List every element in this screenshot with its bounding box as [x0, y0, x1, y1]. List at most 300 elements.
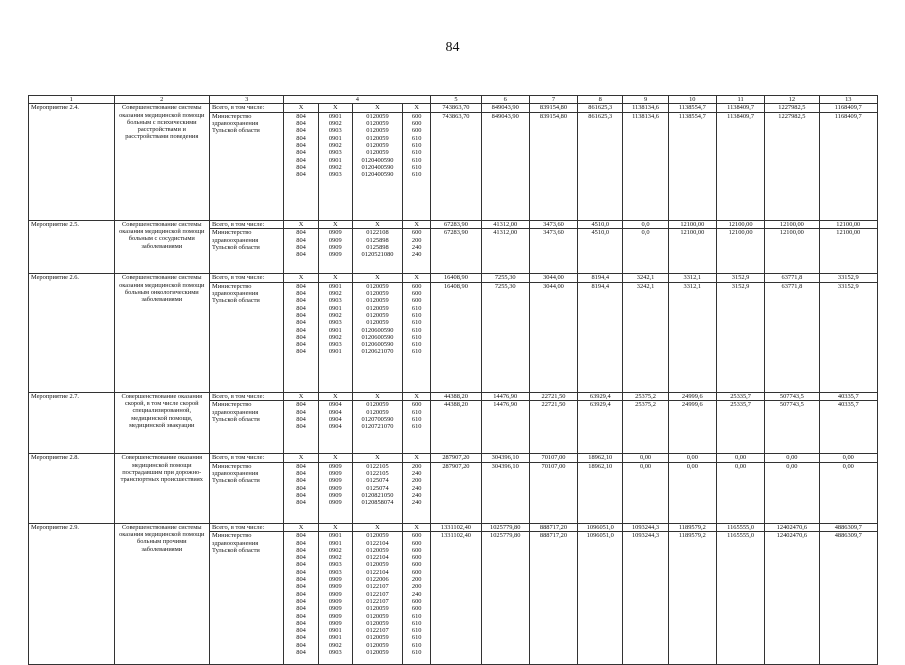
vr-code: 610	[411, 333, 422, 341]
vr-code: 240	[411, 491, 422, 499]
detail-value: 40335,7	[819, 401, 877, 454]
rzpr-code: 0909	[328, 590, 342, 598]
vr-code: 600	[411, 605, 422, 613]
csr-code: 0120059	[366, 134, 389, 142]
rzpr-code: 0903	[328, 561, 342, 569]
detail-value: 3473,60	[529, 229, 577, 274]
csr-code: 0120059	[366, 649, 389, 657]
csr-code: 0122108	[366, 229, 389, 237]
table-row-total	[29, 220, 878, 229]
detail-value: 12100,00	[765, 229, 819, 274]
vr-code: 610	[411, 141, 422, 149]
total-value: 12100,00	[765, 220, 819, 229]
measure-id: Мероприятие 2.5.	[29, 220, 115, 274]
vr-code: 610	[411, 171, 422, 179]
x-mark: X	[403, 104, 431, 113]
grbs-code: 804	[296, 341, 306, 349]
total-value: 849043,90	[481, 104, 529, 113]
header-col-4: 4	[284, 96, 431, 104]
total-value: 70107,00	[529, 454, 577, 463]
total-value: 1093244,3	[623, 523, 668, 532]
vr-code: 600	[411, 401, 422, 409]
x-mark: X	[284, 104, 318, 113]
x-mark: X	[284, 523, 318, 532]
rzpr-code: 0901	[328, 156, 342, 164]
vr-code: 200	[411, 576, 422, 584]
grbs-code: 804	[296, 484, 306, 492]
rzpr-code: 0903	[328, 127, 342, 135]
detail-value: 0,0	[623, 229, 668, 274]
grbs-code: 804	[296, 554, 306, 562]
rzpr-code: 0902	[328, 290, 342, 298]
table-row-total	[29, 523, 878, 532]
csr-code: 0125074	[366, 477, 389, 485]
total-value: 16408,90	[431, 274, 481, 283]
detail-value: 25335,7	[716, 401, 764, 454]
detail-value: 1189579,2	[668, 532, 716, 665]
csr-code: 0120059	[366, 408, 389, 416]
x-mark: X	[284, 274, 318, 283]
total-value: 743863,70	[431, 104, 481, 113]
rzpr-code: 0904	[328, 408, 342, 416]
rzpr-code: 0903	[328, 149, 342, 157]
vr-code: 240	[411, 499, 422, 507]
total-value: 1138409,7	[716, 104, 764, 113]
total-value: 861625,3	[578, 104, 623, 113]
measure-name: Совершенствование оказания медицинской помощи пострадавшим при дорожно-транспортных происшествиях	[114, 454, 210, 524]
detail-value: 1093244,3	[623, 532, 668, 665]
grbs-code: 804	[296, 401, 306, 409]
detail-value: 1138554,7	[668, 112, 716, 220]
x-mark: X	[352, 104, 402, 113]
total-value: 839154,80	[529, 104, 577, 113]
rzpr-code: 0902	[328, 311, 342, 319]
organization: Министерство здравоохранения Тульской области	[210, 532, 284, 665]
rzpr-code: 0902	[328, 546, 342, 554]
grbs-code: 804	[296, 171, 306, 179]
vr-code: 600	[411, 120, 422, 128]
rzpr-code: 0901	[328, 134, 342, 142]
detail-value: 63929,4	[578, 401, 623, 454]
total-value: 0,00	[819, 454, 877, 463]
total-value: 8194,4	[578, 274, 623, 283]
grbs-code: 804	[296, 539, 306, 547]
grbs-code: 804	[296, 597, 306, 605]
detail-value: 1165555,0	[716, 532, 764, 665]
grbs-code: 804	[296, 561, 306, 569]
x-mark: X	[403, 274, 431, 283]
detail-value: 849043,90	[481, 112, 529, 220]
csr-code: 0122105	[366, 462, 389, 470]
detail-value: 44388,20	[431, 401, 481, 454]
csr-code: 0120600590	[361, 341, 394, 349]
rzpr-code: 0909	[328, 612, 342, 620]
csr-code: 0125898	[366, 243, 389, 251]
total-value: 3312,1	[668, 274, 716, 283]
grbs-code: 804	[296, 462, 306, 470]
csr-code: 0120600590	[361, 333, 394, 341]
rzpr-code: 0901	[328, 348, 342, 356]
total-value: 67283,90	[431, 220, 481, 229]
total-label: Всего, в том числе:	[210, 274, 284, 283]
csr-code: 0120059	[366, 311, 389, 319]
organization: Министерство здравоохранения Тульской области	[210, 401, 284, 454]
x-mark: X	[318, 274, 352, 283]
total-value: 12100,00	[716, 220, 764, 229]
csr-code: 0120059	[366, 546, 389, 554]
grbs-code: 804	[296, 415, 306, 423]
total-value: 3152,9	[716, 274, 764, 283]
vr-code: 600	[411, 229, 422, 237]
rzpr-code: 0909	[328, 499, 342, 507]
total-value: 507743,5	[765, 392, 819, 401]
table-row-total	[29, 274, 878, 283]
vr-codes	[403, 462, 431, 523]
detail-value: 67283,90	[431, 229, 481, 274]
header-col-11: 11	[716, 96, 764, 104]
grbs-code: 804	[296, 477, 306, 485]
vr-code: 610	[411, 134, 422, 142]
vr-code: 610	[411, 641, 422, 649]
csr-code: 0120821050	[361, 491, 394, 499]
csr-code: 0120059	[366, 612, 389, 620]
rzpr-code: 0909	[328, 251, 342, 259]
rzpr-code: 0903	[328, 171, 342, 179]
csr-code: 0120059	[366, 290, 389, 298]
rzpr-code: 0903	[328, 297, 342, 305]
grbs-code: 804	[296, 229, 306, 237]
grbs-code: 804	[296, 290, 306, 298]
rzpr-code: 0909	[328, 619, 342, 627]
detail-value: 41312,00	[481, 229, 529, 274]
csr-code: 0120621070	[361, 348, 394, 356]
organization: Министерство здравоохранения Тульской области	[210, 282, 284, 392]
vr-codes	[403, 532, 431, 665]
vr-codes	[403, 401, 431, 454]
csr-code: 0120059	[366, 149, 389, 157]
grbs-code: 804	[296, 627, 306, 635]
rzpr-code: 0909	[328, 236, 342, 244]
vr-codes	[403, 282, 431, 392]
vr-code: 600	[411, 539, 422, 547]
vr-code: 240	[411, 251, 422, 259]
x-mark: X	[403, 454, 431, 463]
total-label: Всего, в том числе:	[210, 392, 284, 401]
detail-value: 12100,00	[668, 229, 716, 274]
csr-code: 0120400590	[361, 163, 394, 171]
rzpr-codes	[318, 401, 352, 454]
grbs-codes	[284, 282, 318, 392]
measure-name: Совершенствование системы оказания медицинской помощи больным прочими заболеваниями	[114, 523, 210, 665]
grbs-code: 804	[296, 297, 306, 305]
vr-code: 610	[411, 649, 422, 657]
total-value: 0,00	[765, 454, 819, 463]
rzpr-code: 0909	[328, 470, 342, 478]
rzpr-code: 0903	[328, 568, 342, 576]
total-value: 1331102,40	[431, 523, 481, 532]
total-value: 41312,00	[481, 220, 529, 229]
total-value: 1189579,2	[668, 523, 716, 532]
header-col-10: 10	[668, 96, 716, 104]
rzpr-code: 0904	[328, 423, 342, 431]
detail-value: 287907,20	[431, 462, 481, 523]
header-col-3: 3	[210, 96, 284, 104]
rzpr-codes	[318, 532, 352, 665]
grbs-code: 804	[296, 590, 306, 598]
detail-value: 861625,3	[578, 112, 623, 220]
total-value: 33152,9	[819, 274, 877, 283]
header-col-8: 8	[578, 96, 623, 104]
vr-code: 610	[411, 627, 422, 635]
csr-code: 0120400590	[361, 156, 394, 164]
csr-code: 0120059	[366, 127, 389, 135]
rzpr-code: 0904	[328, 415, 342, 423]
grbs-code: 804	[296, 333, 306, 341]
total-value: 7255,30	[481, 274, 529, 283]
rzpr-codes	[318, 229, 352, 274]
total-value: 12402470,6	[765, 523, 819, 532]
csr-code: 0120059	[366, 634, 389, 642]
total-value: 1227982,5	[765, 104, 819, 113]
total-value: 12100,00	[819, 220, 877, 229]
detail-value: 70107,00	[529, 462, 577, 523]
grbs-code: 804	[296, 491, 306, 499]
total-value: 12100,00	[668, 220, 716, 229]
detail-value: 8194,4	[578, 282, 623, 392]
organization: Министерство здравоохранения Тульской области	[210, 229, 284, 274]
total-value: 4886309,7	[819, 523, 877, 532]
detail-value: 0,00	[623, 462, 668, 523]
grbs-code: 804	[296, 251, 306, 259]
grbs-code: 804	[296, 576, 306, 584]
csr-code: 0120059	[366, 619, 389, 627]
grbs-codes	[284, 532, 318, 665]
detail-value: 63771,8	[765, 282, 819, 392]
total-value: 3242,1	[623, 274, 668, 283]
measure-id: Мероприятие 2.4.	[29, 104, 115, 221]
csr-code: 0122107	[366, 583, 389, 591]
grbs-code: 804	[296, 423, 306, 431]
detail-value: 0,00	[819, 462, 877, 523]
detail-value: 14476,90	[481, 401, 529, 454]
detail-value: 3242,1	[623, 282, 668, 392]
measure-id: Мероприятие 2.9.	[29, 523, 115, 665]
x-mark: X	[352, 523, 402, 532]
grbs-code: 804	[296, 649, 306, 657]
grbs-code: 804	[296, 304, 306, 312]
total-value: 25335,7	[716, 392, 764, 401]
total-value: 0,00	[623, 454, 668, 463]
csr-code: 0120400590	[361, 171, 394, 179]
x-mark: X	[352, 392, 402, 401]
vr-code: 600	[411, 597, 422, 605]
vr-code: 600	[411, 532, 422, 540]
grbs-code: 804	[296, 311, 306, 319]
header-col-6: 6	[481, 96, 529, 104]
grbs-code: 804	[296, 243, 306, 251]
header-row	[29, 96, 878, 104]
vr-code: 610	[411, 163, 422, 171]
csr-code: 0120059	[366, 319, 389, 327]
x-mark: X	[284, 220, 318, 229]
detail-value: 0,00	[765, 462, 819, 523]
rzpr-code: 0909	[328, 583, 342, 591]
x-mark: X	[403, 392, 431, 401]
header-col-2: 2	[114, 96, 210, 104]
csr-code: 0122105	[366, 470, 389, 478]
csr-code: 0120600590	[361, 326, 394, 334]
total-value: 1165555,0	[716, 523, 764, 532]
measure-name: Совершенствование системы оказания медицинской помощи больным с сосудистыми заболеваниями	[114, 220, 210, 274]
detail-value: 1025779,80	[481, 532, 529, 665]
detail-value: 25375,2	[623, 401, 668, 454]
organization: Министерство здравоохранения Тульской области	[210, 462, 284, 523]
csr-codes	[352, 401, 402, 454]
csr-code: 0122107	[366, 590, 389, 598]
grbs-code: 804	[296, 127, 306, 135]
grbs-code: 804	[296, 134, 306, 142]
rzpr-codes	[318, 462, 352, 523]
rzpr-code: 0909	[328, 576, 342, 584]
total-value: 1096051,0	[578, 523, 623, 532]
grbs-code: 804	[296, 236, 306, 244]
vr-code: 610	[411, 311, 422, 319]
grbs-codes	[284, 401, 318, 454]
csr-code: 0120059	[366, 401, 389, 409]
measure-name: Совершенствование системы оказания медицинской помощи больным онкологическими заболеваниями	[114, 274, 210, 393]
detail-value: 18962,10	[578, 462, 623, 523]
csr-code: 0122104	[366, 568, 389, 576]
csr-code: 0122006	[366, 576, 389, 584]
detail-value: 1168409,7	[819, 112, 877, 220]
csr-code: 0125074	[366, 484, 389, 492]
measure-id: Мероприятие 2.6.	[29, 274, 115, 393]
grbs-code: 804	[296, 282, 306, 290]
grbs-code: 804	[296, 546, 306, 554]
vr-code: 610	[411, 408, 422, 416]
rzpr-code: 0909	[328, 229, 342, 237]
grbs-code: 804	[296, 326, 306, 334]
measure-name: Совершенствование системы оказания медицинской помощи больным с психическими расстройствами и расстройствами поведения	[114, 104, 210, 221]
vr-code: 600	[411, 112, 422, 120]
rzpr-code: 0903	[328, 319, 342, 327]
grbs-code: 804	[296, 612, 306, 620]
vr-code: 610	[411, 415, 422, 423]
detail-value: 1138409,7	[716, 112, 764, 220]
detail-value: 12100,00	[716, 229, 764, 274]
csr-codes	[352, 462, 402, 523]
detail-value: 304396,10	[481, 462, 529, 523]
detail-value: 12402470,6	[765, 532, 819, 665]
total-value: 63771,8	[765, 274, 819, 283]
grbs-codes	[284, 229, 318, 274]
total-value: 304396,10	[481, 454, 529, 463]
grbs-code: 804	[296, 634, 306, 642]
grbs-code: 804	[296, 499, 306, 507]
total-value: 0,00	[668, 454, 716, 463]
rzpr-code: 0903	[328, 649, 342, 657]
detail-value: 1138134,6	[623, 112, 668, 220]
x-mark: X	[284, 392, 318, 401]
total-label: Всего, в том числе:	[210, 104, 284, 113]
x-mark: X	[318, 220, 352, 229]
rzpr-code: 0902	[328, 554, 342, 562]
measure-id: Мероприятие 2.8.	[29, 454, 115, 524]
detail-value: 0,00	[668, 462, 716, 523]
x-mark: X	[318, 523, 352, 532]
csr-code: 0122107	[366, 597, 389, 605]
vr-code: 610	[411, 304, 422, 312]
detail-value: 3152,9	[716, 282, 764, 392]
total-value: 1168409,7	[819, 104, 877, 113]
rzpr-code: 0901	[328, 627, 342, 635]
rzpr-code: 0902	[328, 163, 342, 171]
csr-code: 0120700590	[361, 415, 394, 423]
csr-code: 0120059	[366, 297, 389, 305]
x-mark: X	[403, 523, 431, 532]
grbs-code: 804	[296, 141, 306, 149]
grbs-code: 804	[296, 319, 306, 327]
rzpr-codes	[318, 112, 352, 220]
vr-code: 200	[411, 462, 422, 470]
x-mark: X	[284, 454, 318, 463]
detail-value: 1227982,5	[765, 112, 819, 220]
rzpr-code: 0902	[328, 120, 342, 128]
x-mark: X	[352, 220, 402, 229]
vr-code: 610	[411, 156, 422, 164]
grbs-code: 804	[296, 532, 306, 540]
vr-code: 610	[411, 149, 422, 157]
rzpr-code: 0909	[328, 597, 342, 605]
total-value: 287907,20	[431, 454, 481, 463]
grbs-code: 804	[296, 112, 306, 120]
grbs-code: 804	[296, 408, 306, 416]
total-value: 1138134,6	[623, 104, 668, 113]
detail-value: 507743,5	[765, 401, 819, 454]
header-col-13: 13	[819, 96, 877, 104]
total-value: 0,0	[623, 220, 668, 229]
detail-value: 16408,90	[431, 282, 481, 392]
csr-code: 0120521080	[361, 251, 394, 259]
total-value: 24999,6	[668, 392, 716, 401]
vr-code: 610	[411, 348, 422, 356]
vr-code: 600	[411, 290, 422, 298]
total-value: 1025779,80	[481, 523, 529, 532]
total-value: 3473,60	[529, 220, 577, 229]
detail-value: 839154,80	[529, 112, 577, 220]
grbs-code: 804	[296, 583, 306, 591]
rzpr-code: 0902	[328, 141, 342, 149]
grbs-code: 804	[296, 348, 306, 356]
vr-code: 610	[411, 612, 422, 620]
csr-codes	[352, 532, 402, 665]
vr-code: 240	[411, 470, 422, 478]
grbs-code: 804	[296, 641, 306, 649]
rzpr-codes	[318, 282, 352, 392]
rzpr-code: 0901	[328, 112, 342, 120]
csr-code: 0120059	[366, 282, 389, 290]
vr-codes	[403, 112, 431, 220]
vr-code: 610	[411, 634, 422, 642]
detail-value: 3044,00	[529, 282, 577, 392]
rzpr-code: 0902	[328, 333, 342, 341]
csr-code: 0125898	[366, 236, 389, 244]
csr-code: 0120059	[366, 605, 389, 613]
detail-value: 22721,50	[529, 401, 577, 454]
rzpr-code: 0903	[328, 341, 342, 349]
vr-code: 610	[411, 326, 422, 334]
vr-code: 610	[411, 319, 422, 327]
